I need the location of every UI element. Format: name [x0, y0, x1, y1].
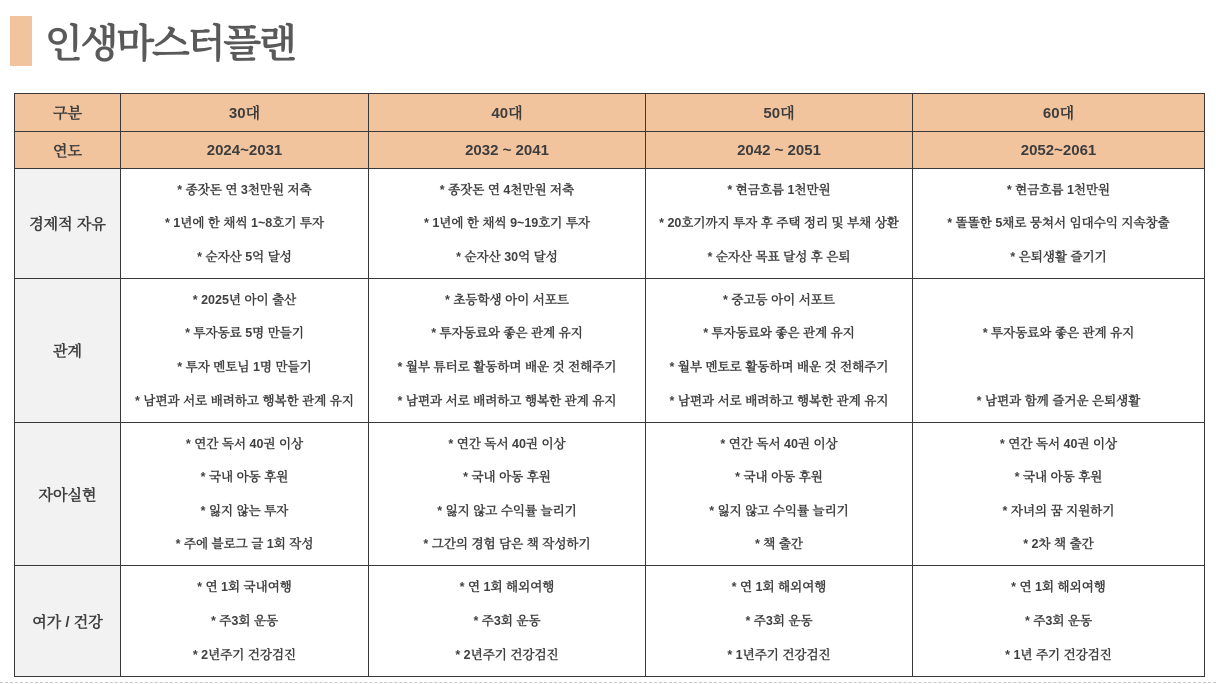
plan-item: * 2025년 아이 출산	[192, 292, 297, 307]
row-relationships	[15, 279, 1205, 423]
plan-item: * 주3회 운동	[1024, 613, 1093, 628]
plan-item: * 연 1회 해외여행	[1011, 579, 1106, 594]
plan-item: * 투자 멘토님 1명 만들기	[177, 360, 312, 375]
plan-item: * 1년에 한 채씩 1~8호기 투자	[164, 216, 325, 231]
plan-item: * 현금흐름 1천만원	[1006, 182, 1111, 197]
plan-item: * 연간 독서 40권 이상	[999, 436, 1118, 451]
plan-item: * 월부 멘토로 활동하며 배운 것 전해주기	[669, 360, 889, 375]
plan-cell-self-50s	[646, 423, 913, 566]
plan-item: * 순자산 5억 달성	[197, 249, 292, 264]
corner-header-cell: 구분	[15, 94, 121, 132]
plan-item: * 20호기까지 투자 후 주택 정리 및 부채 상환	[659, 216, 899, 231]
plan-item: * 연간 독서 40권 이상	[448, 436, 566, 451]
plan-item: * 2년주기 건강검진	[192, 647, 297, 662]
plan-item: * 국내 아동 후원	[1014, 470, 1103, 485]
plan-item: * 연간 독서 40권 이상	[185, 436, 304, 451]
life-master-plan-table	[14, 93, 1205, 677]
plan-item: * 초등학생 아이 서포트	[445, 292, 569, 307]
row-label-self-actualization: 자아실현	[15, 423, 121, 566]
plan-cell-relation-40s	[369, 279, 646, 423]
plan-item: * 중고등 아이 서포트	[723, 292, 835, 307]
title-block	[10, 13, 295, 69]
plan-cell-leisure-30s	[121, 566, 369, 677]
row-label-relationships: 관계	[15, 279, 121, 423]
plan-item: * 연간 독서 40권 이상	[720, 436, 838, 451]
plan-item: * 남편과 서로 배려하고 행복한 관계 유지	[397, 393, 617, 408]
plan-cell-leisure-50s	[646, 566, 913, 677]
year-label-cell: 연도	[15, 132, 121, 169]
row-leisure-health	[15, 566, 1205, 677]
plan-item: * 은퇴생활 즐기기	[1010, 249, 1107, 264]
plan-item: * 주3회 운동	[745, 613, 813, 628]
plan-cell-relation-60s	[913, 279, 1205, 423]
plan-item: * 주3회 운동	[210, 613, 279, 628]
column-header-40s: 40대	[369, 94, 646, 132]
plan-cell-economy-60s	[913, 169, 1205, 279]
plan-item: * 남편과 함께 즐거운 은퇴생활	[976, 393, 1141, 408]
plan-item: * 책 출간	[754, 537, 804, 552]
plan-item: * 똘똘한 5채로 뭉쳐서 임대수익 지속창출	[947, 216, 1170, 231]
plan-item: * 월부 튜터로 활동하며 배운 것 전해주기	[397, 360, 617, 375]
plan-cell-relation-50s	[646, 279, 913, 423]
plan-cell-leisure-60s	[913, 566, 1205, 677]
plan-item: * 잃지 않는 투자	[200, 503, 289, 518]
column-header-50s: 50대	[646, 94, 913, 132]
year-range-50s: 2042 ~ 2051	[646, 132, 913, 169]
year-range-60s: 2052~2061	[913, 132, 1205, 169]
plan-item: * 2차 책 출간	[1023, 537, 1094, 552]
plan-item: * 투자동료 5명 만들기	[185, 326, 304, 341]
plan-cell-self-30s	[121, 423, 369, 566]
plan-item: * 1년 주기 건강검진	[1005, 647, 1112, 662]
row-label-leisure-health: 여가 / 건강	[15, 566, 121, 677]
plan-item: * 순자산 목표 달성 후 은퇴	[707, 249, 851, 264]
plan-item: * 투자동료와 좋은 관계 유지	[982, 326, 1135, 341]
row-self-actualization	[15, 423, 1205, 566]
year-range-30s: 2024~2031	[121, 132, 369, 169]
plan-item: * 잃지 않고 수익률 늘리기	[709, 503, 849, 518]
plan-item: * 2년주기 건강검진	[455, 647, 559, 662]
row-label-economic-freedom: 경제적 자유	[15, 169, 121, 279]
plan-item: * 현금흐름 1천만원	[727, 182, 831, 197]
plan-item: * 투자동료와 좋은 관계 유지	[703, 326, 855, 341]
plan-item: * 남편과 서로 배려하고 행복한 관계 유지	[135, 393, 354, 408]
plan-item: * 주에 블로그 글 1회 작성	[175, 537, 314, 552]
column-header-60s: 60대	[913, 94, 1205, 132]
plan-item: * 국내 아동 후원	[463, 470, 551, 485]
plan-item: * 연 1회 해외여행	[731, 579, 827, 594]
plan-item: * 1년에 한 채씩 9~19호기 투자	[423, 216, 590, 231]
plan-item: * 국내 아동 후원	[200, 470, 289, 485]
plan-cell-economy-40s	[369, 169, 646, 279]
row-economic-freedom	[15, 169, 1205, 279]
slide-bottom-guide	[0, 682, 1216, 683]
year-range-40s: 2032 ~ 2041	[369, 132, 646, 169]
plan-cell-relation-30s	[121, 279, 369, 423]
plan-cell-self-40s	[369, 423, 646, 566]
plan-item: * 투자동료와 좋은 관계 유지	[431, 326, 583, 341]
plan-item: * 주3회 운동	[473, 613, 541, 628]
header-row	[15, 94, 1205, 132]
plan-item: * 자녀의 꿈 지원하기	[1002, 503, 1115, 518]
year-row	[15, 132, 1205, 169]
column-header-30s: 30대	[121, 94, 369, 132]
plan-item: * 남편과 서로 배려하고 행복한 관계 유지	[669, 393, 889, 408]
plan-item: * 순자산 30억 달성	[456, 249, 558, 264]
plan-cell-self-60s	[913, 423, 1205, 566]
plan-cell-economy-30s	[121, 169, 369, 279]
plan-cell-leisure-40s	[369, 566, 646, 677]
title-accent-bar	[10, 16, 32, 66]
page-title: 인생마스터플랜	[45, 23, 295, 66]
plan-item: * 종잣돈 연 3천만원 저축	[177, 182, 312, 197]
plan-item: * 연 1회 해외여행	[459, 579, 555, 594]
plan-item: * 연 1회 국내여행	[197, 579, 292, 594]
plan-item: * 그간의 경험 담은 책 작성하기	[423, 537, 591, 552]
plan-cell-economy-50s	[646, 169, 913, 279]
plan-item: * 종잣돈 연 4천만원 저축	[439, 182, 575, 197]
plan-item: * 1년주기 건강검진	[727, 647, 831, 662]
plan-item: * 잃지 않고 수익률 늘리기	[437, 503, 577, 518]
plan-item: * 국내 아동 후원	[735, 470, 823, 485]
